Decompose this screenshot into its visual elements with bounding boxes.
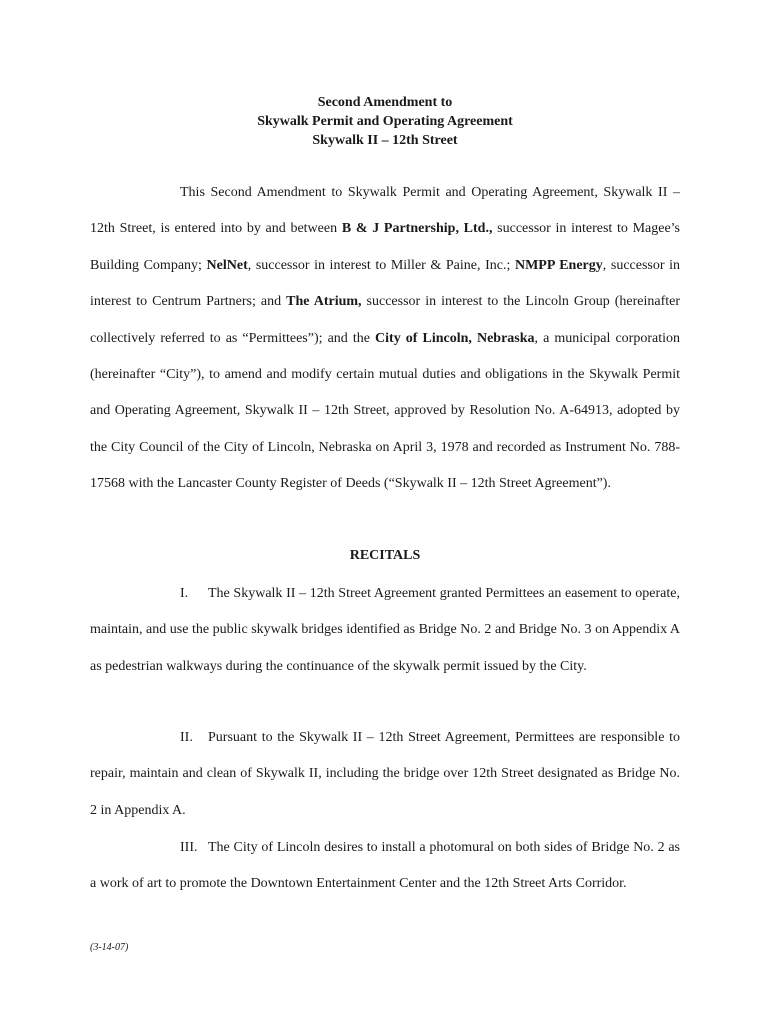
recital-1 (90, 576, 680, 685)
recital-3 (90, 830, 680, 903)
intro-text-4: , successor in interest to Centrum Partners; and (90, 257, 681, 310)
party-nmpp-energy: NMPP Energy (514, 257, 603, 273)
title-line-2: Skywalk Permit and Operating Agreement (257, 114, 513, 129)
recital-2 (90, 720, 680, 829)
intro-text-6: , a municipal corporation (hereinafter “City”), to amend and modify certain mutual duties and obligations in the Skywalk Permit and Operating Agreement, Skywalk II – 12th Street, approved by Resolution No. A-64913, adopted by the City Council of the City of Lincoln, Nebraska on April 3, 1978 and recorded as Instrument No. 788-17568 with the Lancaster County Register of Deeds (“Skywalk II – 12th Street Agreement”). (90, 330, 680, 492)
recital-3-numeral: III. (180, 840, 198, 855)
party-city-of-lincoln: City of Lincoln, Nebraska (375, 330, 535, 346)
document-title (0, 93, 770, 150)
intro-text-1: This Second Amendment to Skywalk Permit and Operating Agreement, Skywalk II – 12th Street, is entered into by and between (90, 185, 680, 237)
intro-text-2: successor in interest to Magee’s Building Company; (90, 221, 681, 273)
intro-text-3: , successor in interest to Miller & Paine, Inc.; (247, 257, 515, 273)
recital-2-numeral: II. (180, 730, 193, 745)
intro-text-5: successor in interest to the Lincoln Group (hereinafter collectively referred to as “Permittees”); and the (90, 294, 680, 346)
footer-date: (3-14-07) (90, 942, 129, 953)
title-line-3: Skywalk II – 12th Street (312, 133, 458, 148)
recital-2-text: Pursuant to the Skywalk II – 12th Street Agreement, Permittees are responsible to repair, maintain and clean of Skywalk II, including the bridge over 12th Street designated as Bridge No. 2 in Appendix A. (90, 730, 680, 818)
party-nelnet: NelNet (206, 257, 248, 273)
party-bj-partnership: B & J Partnership, Ltd., (341, 221, 493, 237)
recital-1-text: The Skywalk II – 12th Street Agreement granted Permittees an easement to operate, maintain, and use the public skywalk bridges identified as Bridge No. 2 and Bridge No. 3 on Appendix A as pedestrian walkways during the continuance of the skywalk permit issued by the City. (90, 586, 680, 674)
intro-paragraph (90, 175, 680, 503)
title-line-1: Second Amendment to (317, 95, 453, 110)
recitals-heading: RECITALS (349, 548, 421, 563)
recital-1-numeral: I. (180, 586, 189, 601)
recital-3-text: The City of Lincoln desires to install a photomural on both sides of Bridge No. 2 as a work of art to promote the Downtown Entertainment Center and the 12th Street Arts Corridor. (90, 840, 680, 892)
party-the-atrium: The Atrium, (286, 294, 362, 310)
